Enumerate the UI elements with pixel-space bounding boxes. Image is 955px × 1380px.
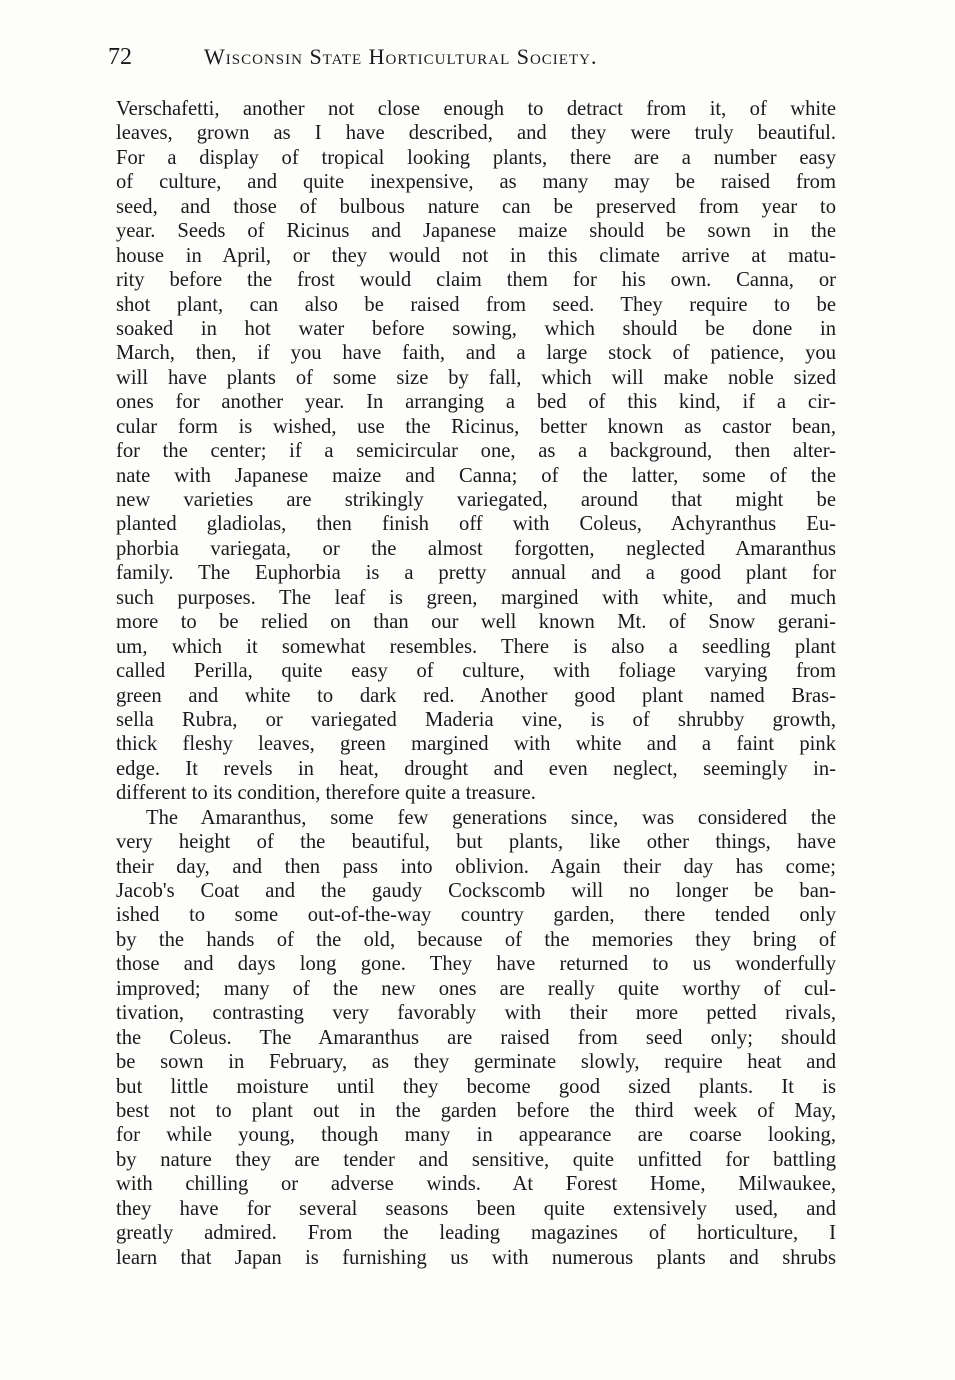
text-line: such purposes. The leaf is green, margined with white, and much [116,586,836,609]
text-line: will have plants of some size by fall, which will make noble sized [116,366,836,389]
text-line: leaves, grown as I have described, and they were truly beautiful. [116,122,836,145]
page-number: 72 [108,44,132,70]
paragraph-2 [116,806,836,1270]
text-line: their day, and then pass into oblivion. Again their day has come; [116,855,836,878]
text-line: sella Rubra, or variegated Maderia vine, is of shrubby growth, [116,708,836,731]
text-line: ones for another year. In arranging a bed of this kind, if a cir- [116,391,836,414]
text-line: greatly admired. From the leading magazines of horticulture, I [116,1222,836,1245]
text-line: improved; many of the new ones are really quite worthy of cul- [116,977,836,1000]
text-line: family. The Euphorbia is a pretty annual and a good plant for [116,562,836,585]
text-line: green and white to dark red. Another good plant named Bras- [116,684,836,707]
running-head: Wisconsin State Horticultural Society. [204,44,598,69]
text-line: edge. It revels in heat, drought and even neglect, seemingly in- [116,757,836,780]
text-line: Verschafetti, another not close enough to detract from it, of white [116,98,836,120]
text-line: they have for several seasons been quite extensively used, and [116,1197,836,1220]
text-line: with chilling or adverse winds. At Forest Home, Milwaukee, [116,1173,836,1196]
text-line: more to be relied on than our well known Mt. of Snow gerani- [116,611,836,634]
text-line: seed, and those of bulbous nature can be preserved from year to [116,195,836,218]
text-line: different to its condition, therefore quite a treasure. [116,782,536,805]
text-line: be sown in February, as they germinate slowly, require heat and [116,1051,836,1074]
text-line: tivation, contrasting very favorably with their more petted rivals, [116,1002,836,1025]
text-line: cular form is wished, use the Ricinus, better known as castor bean, [116,415,836,438]
text-line: soaked in hot water before sowing, which should be done in [116,317,836,340]
text-line: The Amaranthus, some few generations since, was considered the [146,806,836,829]
text-line: phorbia variegata, or the almost forgotten, neglected Amaranthus [116,537,836,560]
text-line: best not to plant out in the garden before the third week of May, [116,1099,836,1122]
text-line: um, which it somewhat resembles. There is also a seedling plant [116,635,836,658]
text-line: of culture, and quite inexpensive, as many may be raised from [116,171,836,194]
text-line: learn that Japan is furnishing us with numerous plants and shrubs [116,1246,836,1269]
text-line: those and days long gone. They have returned to us wonderfully [116,953,836,976]
text-line: for the center; if a semicircular one, as a background, then alter- [116,440,836,463]
text-line: for while young, though many in appearance are coarse looking, [116,1124,836,1147]
text-line: by the hands of the old, because of the memories they bring of [116,928,836,951]
text-line: ished to some out-of-the-way country garden, there tended only [116,904,836,927]
text-line: but little moisture until they become good sized plants. It is [116,1075,836,1098]
text-line: year. Seeds of Ricinus and Japanese maize should be sown in the [116,220,836,243]
text-line: Jacob's Coat and the gaudy Cockscomb will no longer be ban- [116,880,836,902]
page-header [108,40,836,74]
text-line: For a display of tropical looking plants, there are a number easy [116,146,836,169]
text-line: new varieties are strikingly variegated, around that might be [116,489,836,511]
text-line: rity before the frost would claim them for his own. Canna, or [116,269,836,292]
text-line: March, then, if you have faith, and a large stock of patience, you [116,342,836,365]
paragraph-1 [116,97,836,806]
text-line: the Coleus. The Amaranthus are raised from seed only; should [116,1026,836,1049]
text-line: house in April, or they would not in this climate arrive at matu- [116,244,836,267]
text-line: called Perilla, quite easy of culture, with foliage varying from [116,660,836,683]
text-line: nate with Japanese maize and Canna; of the latter, some of the [116,464,836,487]
text-line: planted gladiolas, then finish off with Coleus, Achyranthus Eu- [116,513,836,536]
text-line: shot plant, can also be raised from seed. They require to be [116,293,836,316]
text-line: by nature they are tender and sensitive, quite unfitted for battling [116,1148,836,1171]
body-text [116,97,836,1270]
text-line: thick fleshy leaves, green margined with white and a faint pink [116,733,836,756]
text-line: very height of the beautiful, but plants, like other things, have [116,831,836,854]
